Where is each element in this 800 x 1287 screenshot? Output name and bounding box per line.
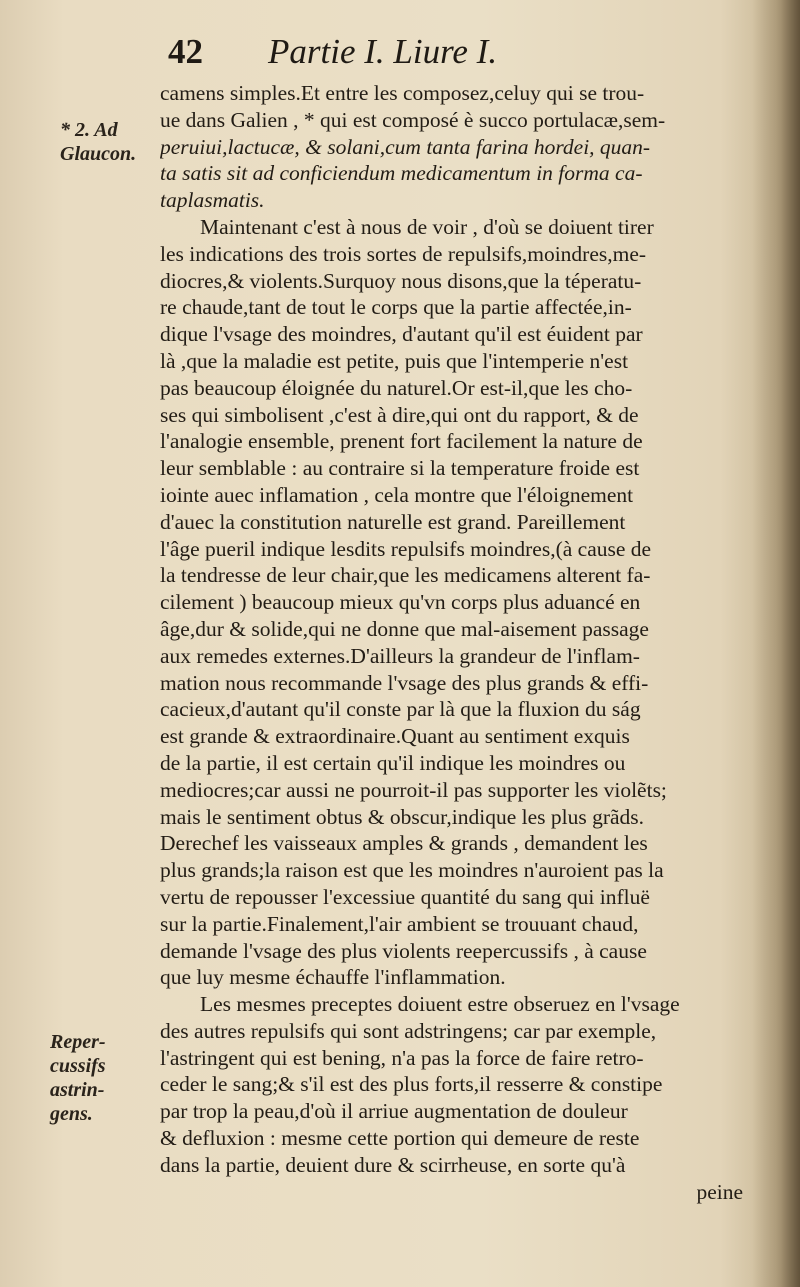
text-line: âge,dur & solide,qui ne donne que mal-aisement passage bbox=[160, 616, 649, 641]
catchword: peine bbox=[696, 1179, 743, 1204]
text-line: cacieux,d'autant qu'il conste par là que la fluxion du ság bbox=[160, 697, 641, 722]
text-line: re chaude,tant de tout le corps que la partie affectée,in- bbox=[160, 295, 632, 320]
text-line: camens simples.Et entre les composez,celuy qui se trou- bbox=[160, 81, 645, 105]
text-line: ue dans Galien , * qui est composé è succo portulacæ,sem- bbox=[160, 107, 666, 132]
text-line: la tendresse de leur chair,que les medicamens alterent fa- bbox=[160, 563, 651, 588]
margin-note-glaucon: * 2. Ad Glaucon. bbox=[60, 119, 137, 165]
text-line: taplasmatis. bbox=[160, 188, 265, 213]
text-line: Les mesmes preceptes doiuent estre obseruez en l'vsage bbox=[200, 992, 680, 1017]
text-line: ceder le sang;& s'il est des plus forts,il resserre & constipe bbox=[160, 1072, 663, 1097]
text-line: là ,que la maladie est petite, puis que l'intemperie n'est bbox=[160, 348, 629, 373]
text-line: Maintenant c'est à nous de voir , d'où se doiuent tirer bbox=[200, 214, 654, 239]
text-line: mais le sentiment obtus & obscur,indique les plus grãds. bbox=[160, 804, 645, 829]
text-line: l'analogie ensemble, prenent fort facilement la nature de bbox=[160, 429, 643, 454]
page-number: 42 bbox=[168, 32, 203, 71]
text-line: leur semblable : au contraire si la temperature froide est bbox=[160, 456, 640, 481]
text-line: sur la partie.Finalement,l'air ambient se trouuant chaud, bbox=[160, 911, 639, 936]
text-line: dique l'vsage des moindres, d'autant qu'il est éuident par bbox=[160, 322, 643, 347]
text-line: demande l'vsage des plus violents reepercussifs , à cause bbox=[160, 938, 647, 963]
text-line: que luy mesme échauffe l'inflammation. bbox=[160, 965, 506, 990]
running-head bbox=[168, 32, 588, 72]
running-title: Partie I. Liure I. bbox=[268, 32, 498, 71]
text-line: peruiui,lactucæ, & solani,cum tanta farina hordei, quan- bbox=[160, 134, 651, 159]
text-line: l'astringent qui est bening, n'a pas la force de faire retro- bbox=[160, 1045, 644, 1070]
page-edge-shadow bbox=[752, 0, 800, 1287]
text-line: & defluxion : mesme cette portion qui demeure de reste bbox=[160, 1126, 640, 1151]
text-line: des autres repulsifs qui sont adstringens; car par exemple, bbox=[160, 1018, 657, 1043]
text-line: mediocres;car aussi ne pourroit-il pas supporter les violẽts; bbox=[160, 777, 667, 802]
text-line: iointe auec inflamation , cela montre que l'éloignement bbox=[160, 482, 634, 507]
text-line: d'auec la constitution naturelle est grand. Pareillement bbox=[160, 509, 626, 534]
text-line: vertu de repousser l'excessiue quantité du sang qui influë bbox=[160, 884, 650, 909]
text-line: plus grands;la raison est que les moindres n'auroient pas la bbox=[160, 858, 664, 883]
text-line: mation nous recommande l'vsage des plus grands & effi- bbox=[160, 670, 649, 695]
text-line: Derechef les vaisseaux amples & grands , demandent les bbox=[160, 831, 648, 856]
text-line: diocres,& violents.Surquoy nous disons,que la téperatu- bbox=[160, 268, 642, 293]
text-line: dans la partie, deuient dure & scirrheuse, en sorte qu'à bbox=[160, 1152, 626, 1177]
text-line: aux remedes externes.D'ailleurs la grandeur de l'inflam- bbox=[160, 643, 640, 668]
text-line: cilement ) beaucoup mieux qu'vn corps plus aduancé en bbox=[160, 590, 641, 615]
text-line: l'âge pueril indique lesdits repulsifs moindres,(à cause de bbox=[160, 536, 652, 561]
text-line: par trop la peau,d'où il arriue augmentation de douleur bbox=[160, 1099, 628, 1124]
text-line: les indications des trois sortes de repulsifs,moindres,me- bbox=[160, 241, 647, 266]
body-text bbox=[160, 80, 743, 1205]
text-line: ta satis sit ad conficiendum medicamentum in forma ca- bbox=[160, 161, 643, 186]
text-line: est grande & extraordinaire.Quant au sentiment exquis bbox=[160, 724, 630, 749]
text-line: ses qui simbolisent ,c'est à dire,qui ont du rapport, & de bbox=[160, 402, 639, 427]
margin-note-repercussifs: Reper- cussifs astrin- gens. bbox=[50, 1031, 106, 1125]
text-line: pas beaucoup éloignée du naturel.Or est-il,que les cho- bbox=[160, 375, 633, 400]
text-line: de la partie, il est certain qu'il indique les moindres ou bbox=[160, 750, 626, 775]
